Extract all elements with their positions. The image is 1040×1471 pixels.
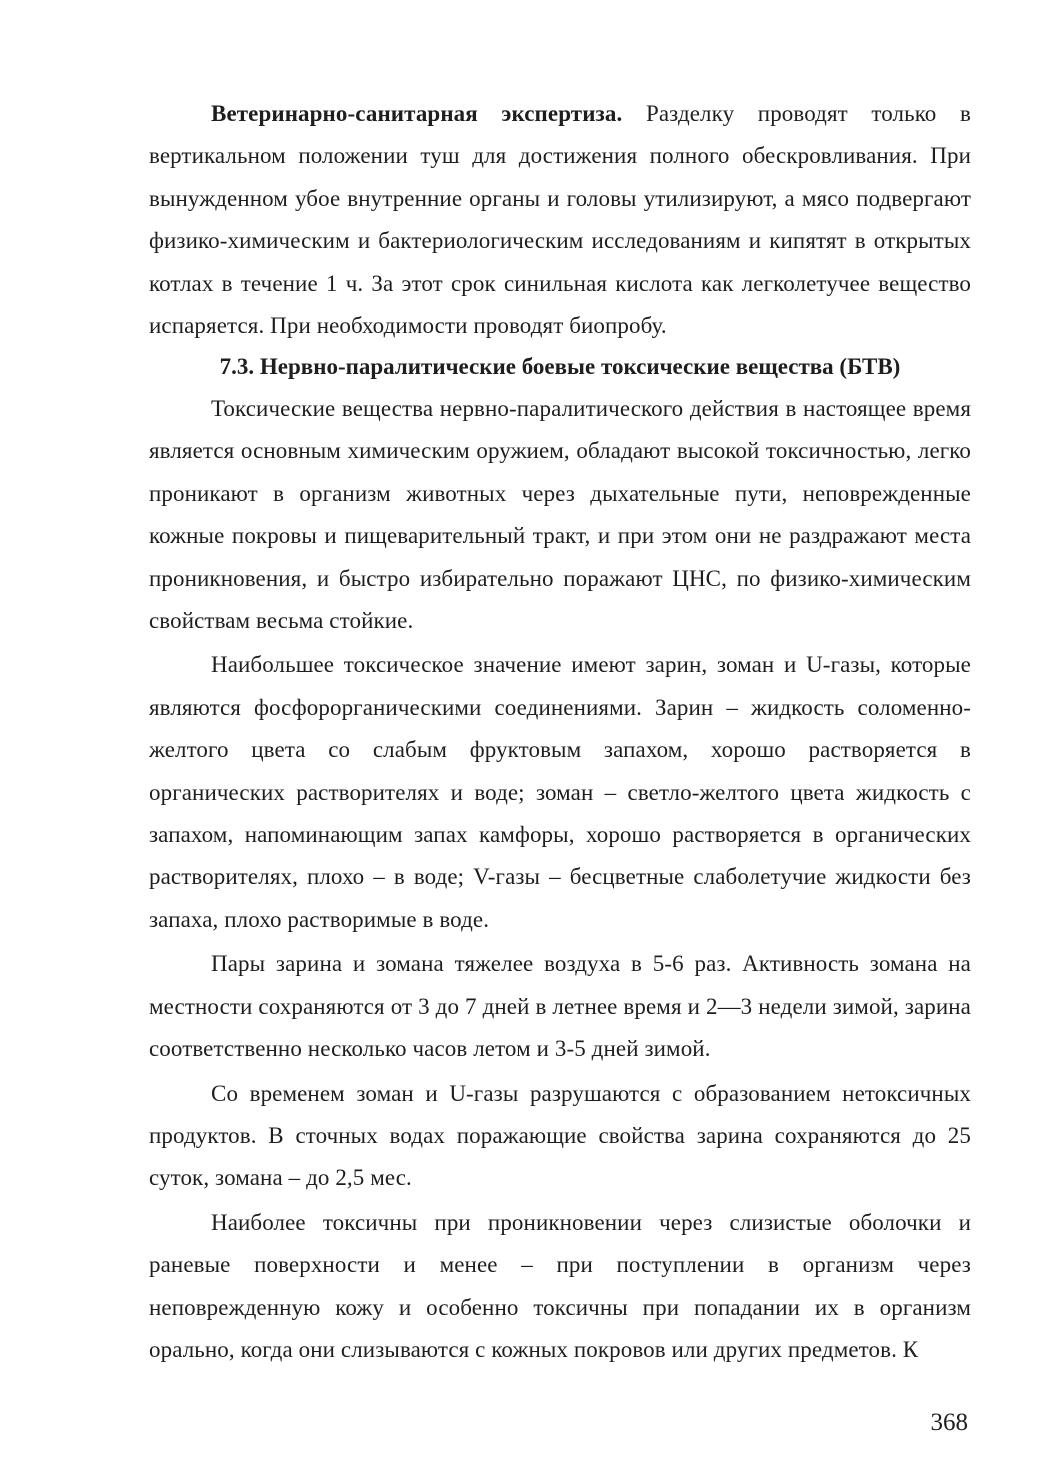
paragraph-2: Наибольшее токсическое значение имеют зарин, зоман и U-газы, которые являются фосфорорганическими соединениями. Зарин – жидкость соломенно-желтого цвета со слабым фруктовым запахом, хорошо растворяется в органических растворителях и воде; зоман – светло-желтого цвета жидкость с запахом, напоминающим запах камфоры, хорошо растворяется в органических растворителях, плохо – в воде; V-газы – бесцветные слаболетучие жидкости без запаха, плохо растворимые в воде. bbox=[149, 652, 971, 932]
intro-paragraph bbox=[149, 93, 971, 347]
paragraph-3: Пары зарина и зомана тяжелее воздуха в 5-6 раз. Активность зомана на местности сохраняются от 3 до 7 дней в летнее время и 2—3 недели зимой, зарина соответственно несколько часов летом и 3-5 дней зимой. bbox=[149, 951, 971, 1062]
paragraph-1: Токсические вещества нервно-паралитического действия в настоящее время является основным химическим оружием, обладают высокой токсичностью, легко проникают в организм животных через дыхательные пути, неповрежденные кожные покровы и пищеварительный тракт, и при этом они не раздражают места проникновения, и быстро избирательно поражают ЦНС, по физико-химическим свойствам весьма стойкие. bbox=[149, 396, 971, 634]
paragraph-5: Наиболее токсичны при проникновении через слизистые оболочки и раневые поверхности и менее – при поступлении в организм через неповрежденную кожу и особенно токсичны при попадании их в организм орально, когда они слизываются с кожных покровов или других предметов. К bbox=[149, 1209, 971, 1362]
section-heading: 7.3. Нервно-паралитические боевые токсические вещества (БТВ) bbox=[219, 354, 901, 379]
body-text bbox=[149, 388, 971, 1371]
intro-paragraph-block bbox=[149, 93, 971, 347]
page-number: 368 bbox=[930, 1409, 968, 1436]
intro-bold-lead: Ветеринарно-санитарная экспертиза. bbox=[211, 101, 623, 126]
paragraph-4: Со временем зоман и U-газы разрушаются с образованием нетоксичных продуктов. В сточных водах поражающие свойства зарина сохраняются до 25 суток, зомана – до 2,5 мес. bbox=[149, 1080, 971, 1191]
intro-text: Разделку проводят только в вертикальном положении туш для достижения полного обескровливания. При вынужденном убое внутренние органы и головы утилизируют, а мясо подвергают физико-химическим и бактериологическим исследованиям и кипятят в открытых котлах в течение 1 ч. За этот срок синильная кислота как легколетучее вещество испаряется. При необходимости проводят биопробу. bbox=[149, 101, 971, 339]
